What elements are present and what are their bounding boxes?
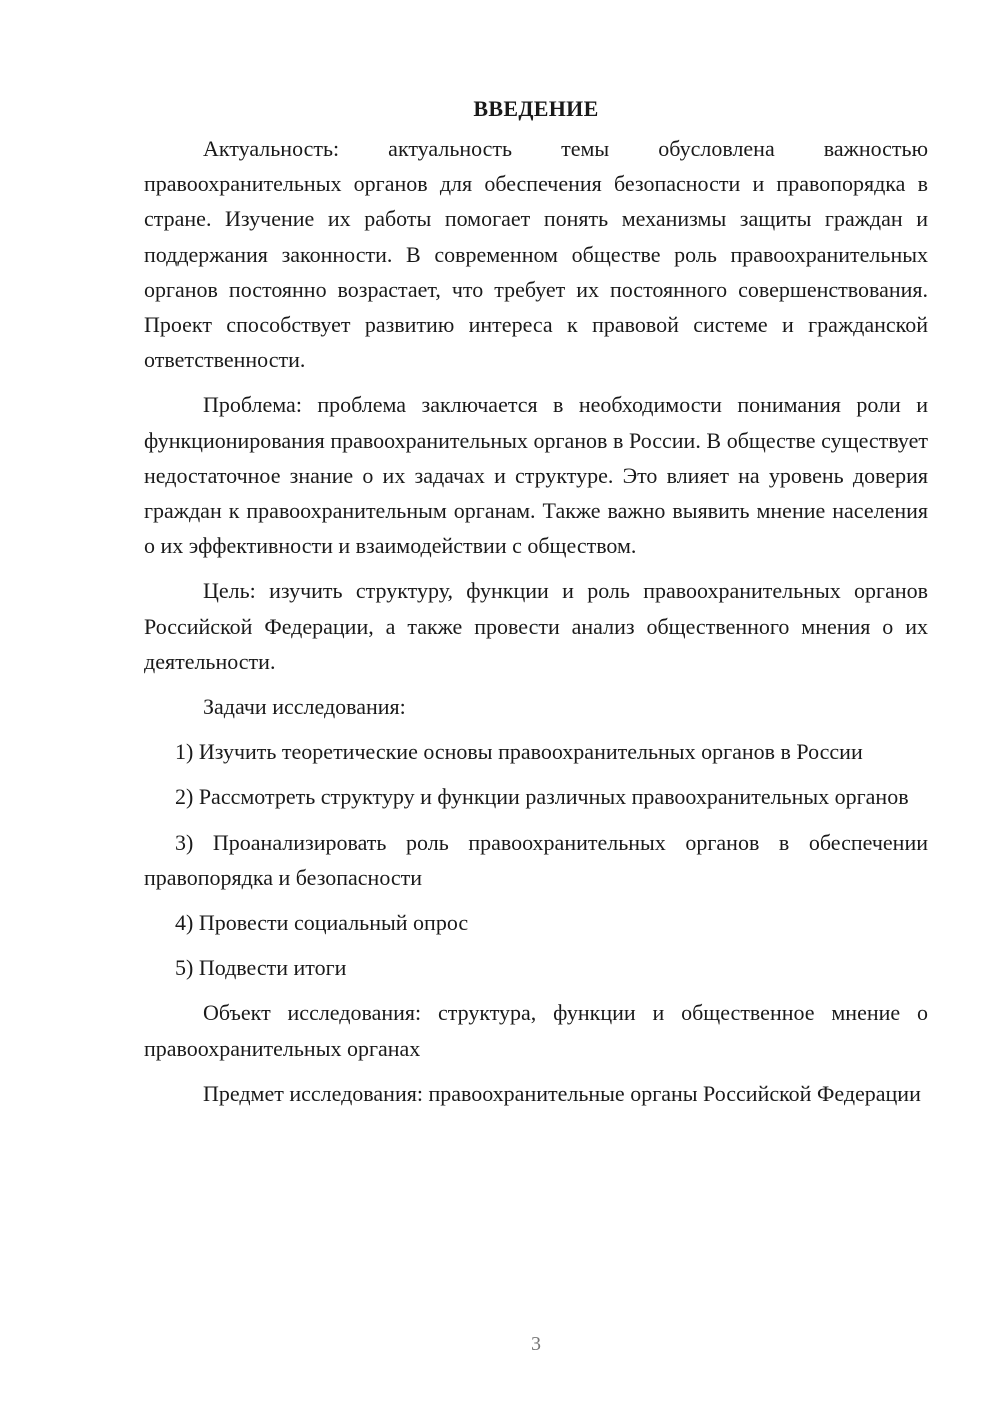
paragraph-object: Объект исследования: структура, функции и общественное мнение о правоохранительных органах — [144, 1000, 928, 1061]
page-title: ВВЕДЕНИЕ — [473, 96, 599, 121]
task-item-4: 4) Провести социальный опрос — [175, 910, 469, 936]
tasks-list — [144, 734, 928, 985]
task-item-3: 3) Проанализировать роль правоохранительных органов в обеспечении правопорядка и безопасности — [144, 829, 928, 890]
page-content — [144, 91, 928, 1111]
page-number: 3 — [531, 1333, 541, 1355]
task-item-1: 1) Изучить теоретические основы правоохранительных органов в России — [175, 739, 863, 765]
task-item-2: 2) Рассмотреть структуру и функции различных правоохранительных органов — [175, 784, 909, 810]
tasks-heading: Задачи исследования: — [203, 694, 406, 720]
paragraph-problem: Проблема: проблема заключается в необходимости понимания роли и функционирования правоохранительных органов в России. В обществе существует недостаточное знание о их задачах и структуре. Это влияет на уровень доверия граждан к правоохранительным органам. Также важно выявить мнение населения о их эффективности и взаимодействии с обществом. — [144, 392, 928, 559]
task-item-5: 5) Подвести итоги — [175, 955, 347, 981]
paragraph-goal: Цель: изучить структуру, функции и роль правоохранительных органов Российской Федерации, а также провести анализ общественного мнения о их деятельности. — [144, 578, 928, 674]
paragraph-relevance: Актуальность: актуальность темы обусловлена важностью правоохранительных органов для обеспечения безопасности и правопорядка в стране. Изучение их работы помогает понять механизмы защиты граждан и поддержания законности. В современном обществе роль правоохранительных органов постоянно возрастает, что требует их постоянного совершенствования. Проект способствует развитию интереса к правовой системе и гражданской ответственности. — [144, 136, 928, 373]
paragraph-subject: Предмет исследования: правоохранительные органы Российской Федерации — [203, 1080, 921, 1106]
